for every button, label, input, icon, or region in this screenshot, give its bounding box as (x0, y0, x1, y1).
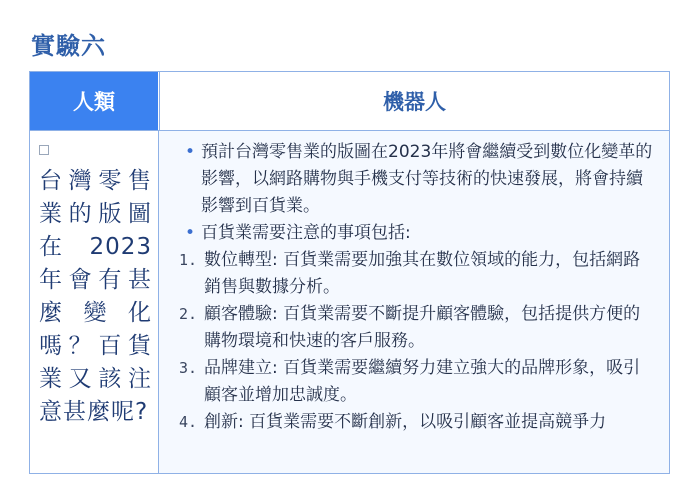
list-item (179, 247, 655, 301)
item-number: 2. (179, 305, 198, 323)
item-text: 品牌建立: 百貨業需要繼續努力建立強大的品牌形象，吸引顧客並增加忠誠度。 (204, 358, 641, 405)
human-question: 台灣零售業的版圖在 2023 年會有甚麼變化嗎？百貨業又該注意甚麼呢? (39, 168, 152, 425)
table-row (30, 131, 669, 473)
item-number: 1. (179, 251, 198, 269)
list-item (179, 301, 655, 355)
page-title: 實驗六 (31, 32, 106, 60)
item-text: 顧客體驗: 百貨業需要不斷提升顧客體驗，包括提供方便的購物環境和快速的客戶服務。 (204, 304, 641, 351)
experiment-table (29, 71, 670, 474)
header-robot: 機器人 (159, 72, 669, 130)
item-number: 4. (179, 413, 198, 431)
checkbox-placeholder-icon (39, 145, 49, 155)
list-item: • 預計台灣零售業的版圖在2023年將會繼續受到數位化變革的影響，以網路購物與手機支付等技術的快速發展，將會持續影響到百貨業。 (179, 139, 655, 220)
list-item: • 百貨業需要注意的事項包括: (179, 220, 655, 247)
item-text: 數位轉型: 百貨業需要加強其在數位領域的能力，包括網路銷售與數據分析。 (204, 250, 641, 297)
item-text: 創新: 百貨業需要不斷創新，以吸引顧客並提高競爭力 (204, 412, 607, 432)
robot-cell (158, 131, 669, 473)
item-number: 3. (179, 359, 198, 377)
robot-numbered-list (179, 247, 655, 436)
header-human: 人類 (30, 72, 158, 130)
robot-bullet-list (179, 139, 655, 247)
list-item (179, 355, 655, 409)
table-header-row (30, 72, 669, 131)
human-cell (30, 131, 158, 473)
list-item (179, 409, 655, 436)
